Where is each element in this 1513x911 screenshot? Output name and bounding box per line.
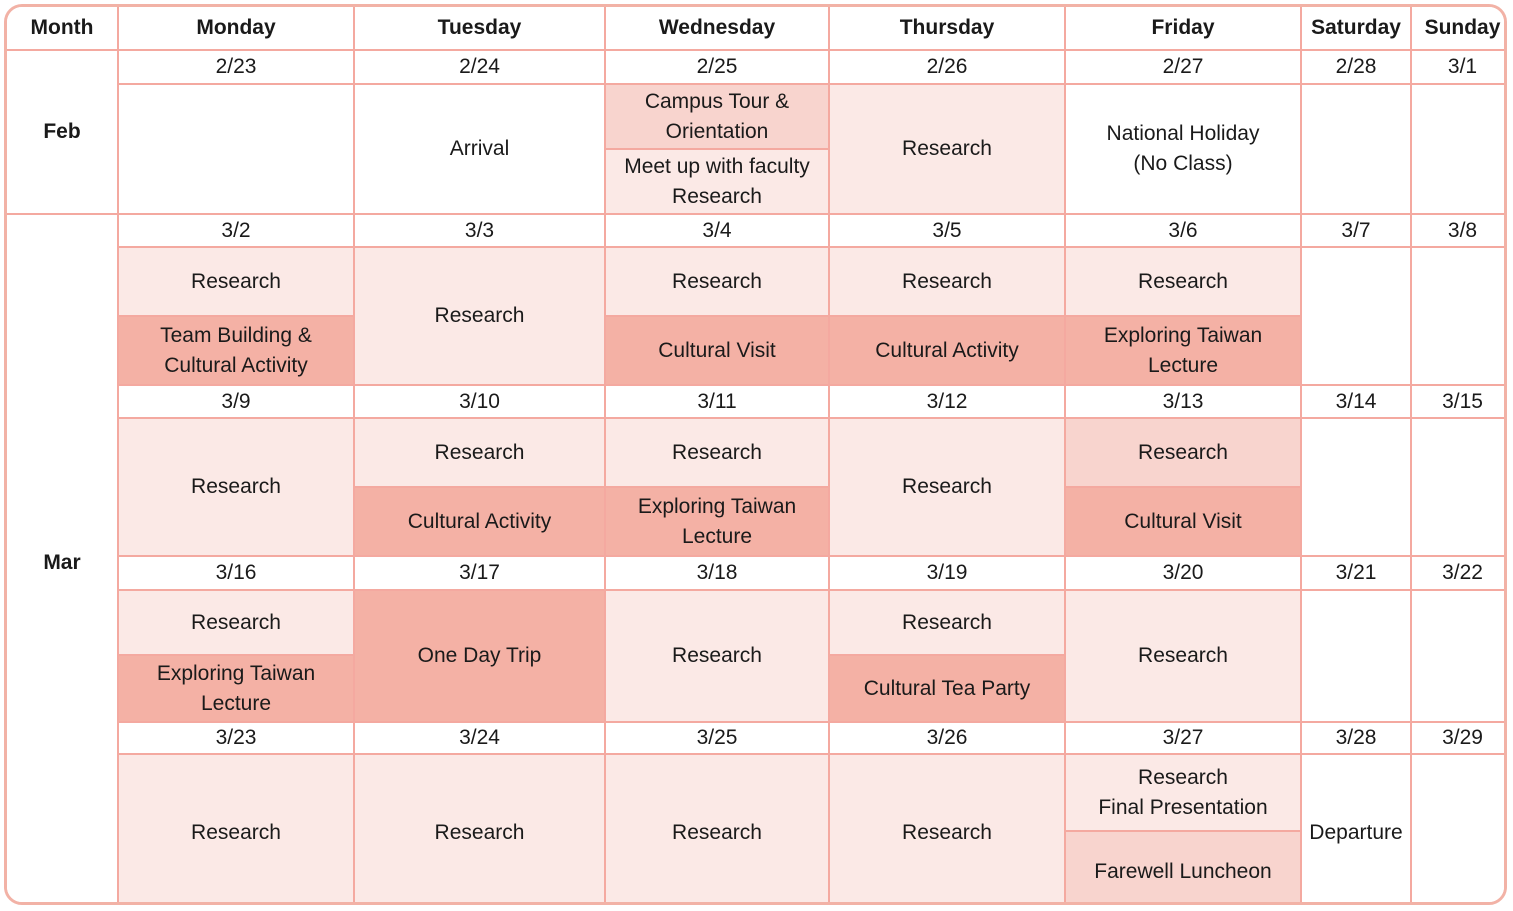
- date-3-1: 3/1: [1410, 49, 1507, 83]
- date-3-23: 3/23: [117, 721, 353, 753]
- date-2-28: 2/28: [1300, 49, 1410, 83]
- event-w2-fri-bottom: Exploring Taiwan Lecture: [1064, 315, 1300, 384]
- date-3-2: 3/2: [117, 213, 353, 246]
- month-mar: Mar: [7, 213, 117, 905]
- event-w3-fri-top: Research: [1064, 417, 1300, 486]
- header-sunday: Sunday: [1410, 7, 1507, 49]
- event-w5-fri-bottom: Farewell Luncheon: [1064, 830, 1300, 905]
- date-2-23: 2/23: [117, 49, 353, 83]
- date-3-9: 3/9: [117, 384, 353, 417]
- event-w2-fri-top: Research: [1064, 246, 1300, 315]
- event-w1-tue: Arrival: [353, 83, 604, 213]
- date-3-15: 3/15: [1410, 384, 1507, 417]
- event-w5-wed: Research: [604, 753, 828, 905]
- date-3-27: 3/27: [1064, 721, 1300, 753]
- header-month: Month: [7, 7, 117, 49]
- header-monday: Monday: [117, 7, 353, 49]
- event-w4-mon-bottom: Exploring Taiwan Lecture: [117, 654, 353, 721]
- event-w5-fri-top: Research Final Presentation: [1064, 753, 1300, 830]
- date-3-12: 3/12: [828, 384, 1064, 417]
- event-w2-mon-bottom: Team Building & Cultural Activity: [117, 315, 353, 384]
- event-w3-fri-bottom: Cultural Visit: [1064, 486, 1300, 555]
- empty-cell: [117, 83, 353, 213]
- event-w4-mon-top: Research: [117, 589, 353, 654]
- empty-cell: [1410, 83, 1507, 213]
- event-w1-thu: Research: [828, 83, 1064, 213]
- date-3-25: 3/25: [604, 721, 828, 753]
- empty-cell: [1300, 589, 1410, 721]
- date-3-10: 3/10: [353, 384, 604, 417]
- empty-cell: [1300, 417, 1410, 555]
- event-w5-tue: Research: [353, 753, 604, 905]
- header-thursday: Thursday: [828, 7, 1064, 49]
- date-2-25: 2/25: [604, 49, 828, 83]
- date-3-4: 3/4: [604, 213, 828, 246]
- month-feb: Feb: [7, 49, 117, 213]
- event-w4-thu-bottom: Cultural Tea Party: [828, 654, 1064, 721]
- schedule-calendar: [4, 4, 1507, 905]
- event-w4-wed: Research: [604, 589, 828, 721]
- empty-cell: [1410, 246, 1507, 384]
- event-w1-wed-top: Campus Tour & Orientation: [604, 83, 828, 148]
- date-3-16: 3/16: [117, 555, 353, 589]
- date-3-28: 3/28: [1300, 721, 1410, 753]
- event-w2-wed-top: Research: [604, 246, 828, 315]
- date-3-22: 3/22: [1410, 555, 1507, 589]
- header-tuesday: Tuesday: [353, 7, 604, 49]
- date-3-14: 3/14: [1300, 384, 1410, 417]
- date-3-13: 3/13: [1064, 384, 1300, 417]
- empty-cell: [1300, 246, 1410, 384]
- date-3-20: 3/20: [1064, 555, 1300, 589]
- event-w3-wed-top: Research: [604, 417, 828, 486]
- event-w2-tue: Research: [353, 246, 604, 384]
- date-3-24: 3/24: [353, 721, 604, 753]
- date-2-26: 2/26: [828, 49, 1064, 83]
- empty-cell: [1410, 589, 1507, 721]
- event-w4-fri: Research: [1064, 589, 1300, 721]
- empty-cell: [1300, 83, 1410, 213]
- date-3-18: 3/18: [604, 555, 828, 589]
- empty-cell: [1410, 417, 1507, 555]
- date-3-3: 3/3: [353, 213, 604, 246]
- empty-cell: [1410, 753, 1507, 905]
- header-wednesday: Wednesday: [604, 7, 828, 49]
- date-3-29: 3/29: [1410, 721, 1507, 753]
- date-2-24: 2/24: [353, 49, 604, 83]
- date-3-21: 3/21: [1300, 555, 1410, 589]
- date-3-7: 3/7: [1300, 213, 1410, 246]
- event-w2-thu-top: Research: [828, 246, 1064, 315]
- header-friday: Friday: [1064, 7, 1300, 49]
- event-w4-thu-top: Research: [828, 589, 1064, 654]
- event-w2-mon-top: Research: [117, 246, 353, 315]
- date-3-6: 3/6: [1064, 213, 1300, 246]
- event-w2-wed-bottom: Cultural Visit: [604, 315, 828, 384]
- event-w5-thu: Research: [828, 753, 1064, 905]
- event-w3-thu: Research: [828, 417, 1064, 555]
- event-w4-tue: One Day Trip: [353, 589, 604, 721]
- date-3-5: 3/5: [828, 213, 1064, 246]
- event-w1-wed-bottom: Meet up with faculty Research: [604, 148, 828, 213]
- event-w1-fri: National Holiday (No Class): [1064, 83, 1300, 213]
- event-w2-thu-bottom: Cultural Activity: [828, 315, 1064, 384]
- date-2-27: 2/27: [1064, 49, 1300, 83]
- date-3-17: 3/17: [353, 555, 604, 589]
- event-w3-tue-top: Research: [353, 417, 604, 486]
- date-3-26: 3/26: [828, 721, 1064, 753]
- header-saturday: Saturday: [1300, 7, 1410, 49]
- event-w3-tue-bottom: Cultural Activity: [353, 486, 604, 555]
- event-w5-sat: Departure: [1300, 753, 1410, 905]
- date-3-8: 3/8: [1410, 213, 1507, 246]
- date-3-11: 3/11: [604, 384, 828, 417]
- date-3-19: 3/19: [828, 555, 1064, 589]
- event-w5-mon: Research: [117, 753, 353, 905]
- event-w3-wed-bottom: Exploring Taiwan Lecture: [604, 486, 828, 555]
- event-w3-mon: Research: [117, 417, 353, 555]
